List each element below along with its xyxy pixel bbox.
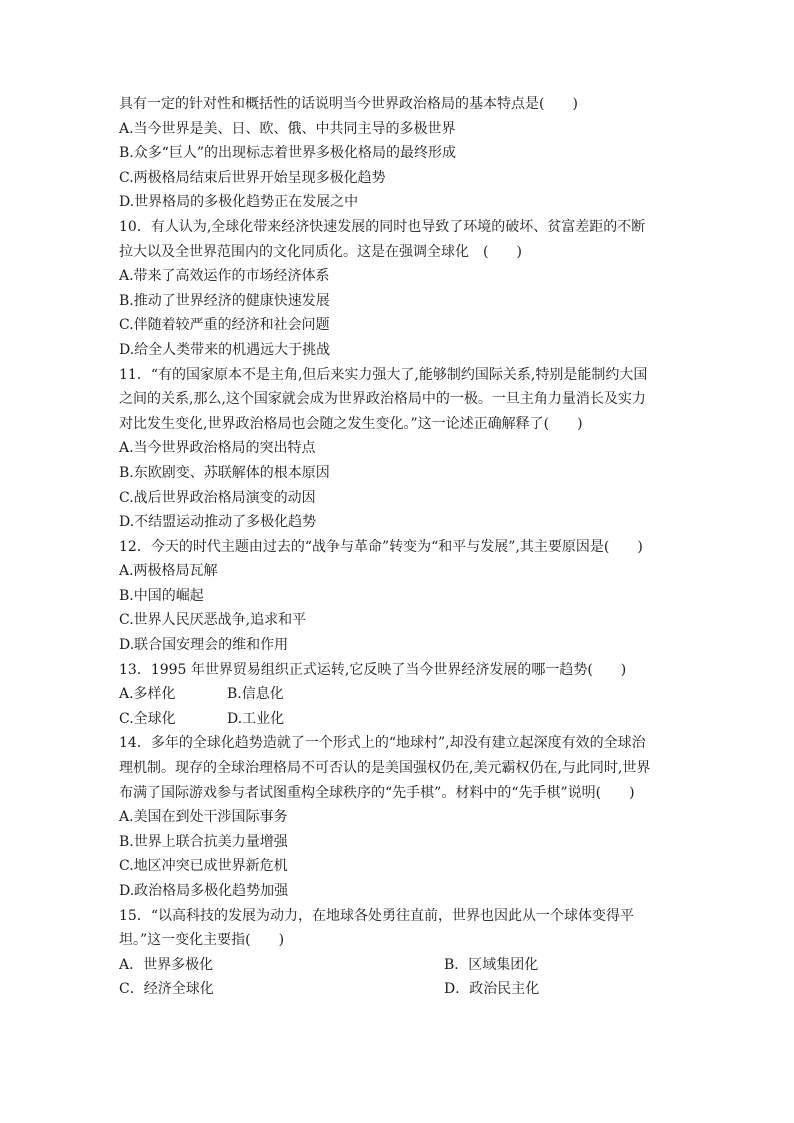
question-stem: 之间的关系,那么,这个国家就会成为世界政治格局中的一极。一旦主角力量消长及实力	[119, 391, 646, 408]
question-stem: 14．多年的全球化趋势造就了一个形式上的“地球村”,却没有建立起深度有效的全球治	[119, 735, 646, 752]
question-stem: 具有一定的针对性和概括性的话说明当今世界政治格局的基本特点是( )	[119, 96, 578, 112]
option-d: D.联合国安理会的维和作用	[119, 637, 289, 654]
question-13	[119, 658, 679, 732]
option-d: D.世界格局的多极化趋势正在发展之中	[119, 194, 359, 211]
option-a: A.当今世界政治格局的突出特点	[119, 440, 316, 457]
exam-page	[119, 92, 679, 1002]
option-a: A.带来了高效运作的市场经济体系	[119, 268, 330, 285]
question-15	[119, 904, 679, 1002]
question-stem: 坦。”这一变化主要指( )	[119, 932, 285, 949]
option-d: D.工业化	[227, 710, 285, 727]
question-14	[119, 731, 679, 903]
option-b: B．区域集团化	[444, 956, 539, 973]
option-a: A.美国在到处干涉国际事务	[119, 809, 288, 826]
option-row	[119, 707, 679, 732]
option-a: A.两极格局瓦解	[119, 563, 218, 580]
question-stem: 10．有人认为,全球化带来经济快速发展的同时也导致了环境的破坏、贫富差距的不断	[119, 218, 646, 235]
option-a: A.当今世界是美、日、欧、俄、中共同主导的多极世界	[119, 120, 456, 137]
option-b: B.中国的崛起	[119, 587, 204, 604]
option-a: A.多样化	[119, 686, 176, 703]
option-c: C.世界人民厌恶战争,追求和平	[119, 612, 307, 629]
option-d: D.政治格局多极化趋势加强	[119, 883, 289, 899]
option-b: B.众多“巨人”的出现标志着世界多极化格局的最终形成	[119, 145, 457, 162]
option-row	[119, 682, 679, 707]
question-stem: 12．今天的时代主题由过去的“战争与革命”转变为“和平与发展”,其主要原因是( )	[119, 538, 643, 555]
question-stem: 15．“以高科技的发展为动力，在地球各处勇往直前，世界也因此从一个球体变得平	[119, 907, 634, 924]
question-stem: 布满了国际游戏参与者试图重构全球秩序的“先手棋”。材料中的“先手棋”说明( )	[119, 784, 635, 801]
option-c: C.战后世界政治格局演变的动因	[119, 489, 316, 506]
option-b: B.世界上联合抗美力量增强	[119, 833, 288, 850]
question-stem: 对比发生变化,世界政治格局也会随之发生变化。”这一论述正确解释了( )	[119, 415, 583, 432]
option-row	[119, 977, 679, 1002]
option-a: A．世界多极化	[119, 956, 214, 973]
option-row	[119, 953, 679, 978]
option-c: C．经济全球化	[119, 981, 214, 998]
question-stem: 拉大以及全世界范围内的文化同质化。这是在强调全球化 ( )	[119, 243, 522, 260]
option-d: D．政治民主化	[444, 981, 540, 998]
option-c: C.全球化	[119, 710, 176, 727]
question-stem: 理机制。现存的全球治理格局不可否认的是美国强权仍在,美元霸权仍在,与此同时,世界	[119, 760, 651, 777]
question-stem: 13．1995 年世界贸易组织正式运转,它反映了当今世界经济发展的哪一趋势( )	[119, 661, 627, 678]
question-12	[119, 535, 679, 658]
option-c: C.两极格局结束后世界开始呈现多极化趋势	[119, 169, 386, 186]
option-b: B.信息化	[227, 686, 284, 703]
question-10	[119, 215, 679, 363]
question-11	[119, 363, 679, 535]
option-c: C.地区冲突已成世界新危机	[119, 858, 288, 875]
option-d: D.不结盟运动推动了多极化趋势	[119, 514, 317, 531]
option-c: C.伴随着较严重的经济和社会问题	[119, 317, 330, 334]
option-b: B.东欧剧变、苏联解体的根本原因	[119, 464, 330, 481]
option-b: B.推动了世界经济的健康快速发展	[119, 292, 330, 309]
question-9	[119, 92, 679, 215]
option-d: D.给全人类带来的机遇远大于挑战	[119, 341, 331, 358]
question-stem: 11．“有的国家原本不是主角,但后来实力强大了,能够制约国际关系,特别是能制约大国	[119, 366, 648, 383]
